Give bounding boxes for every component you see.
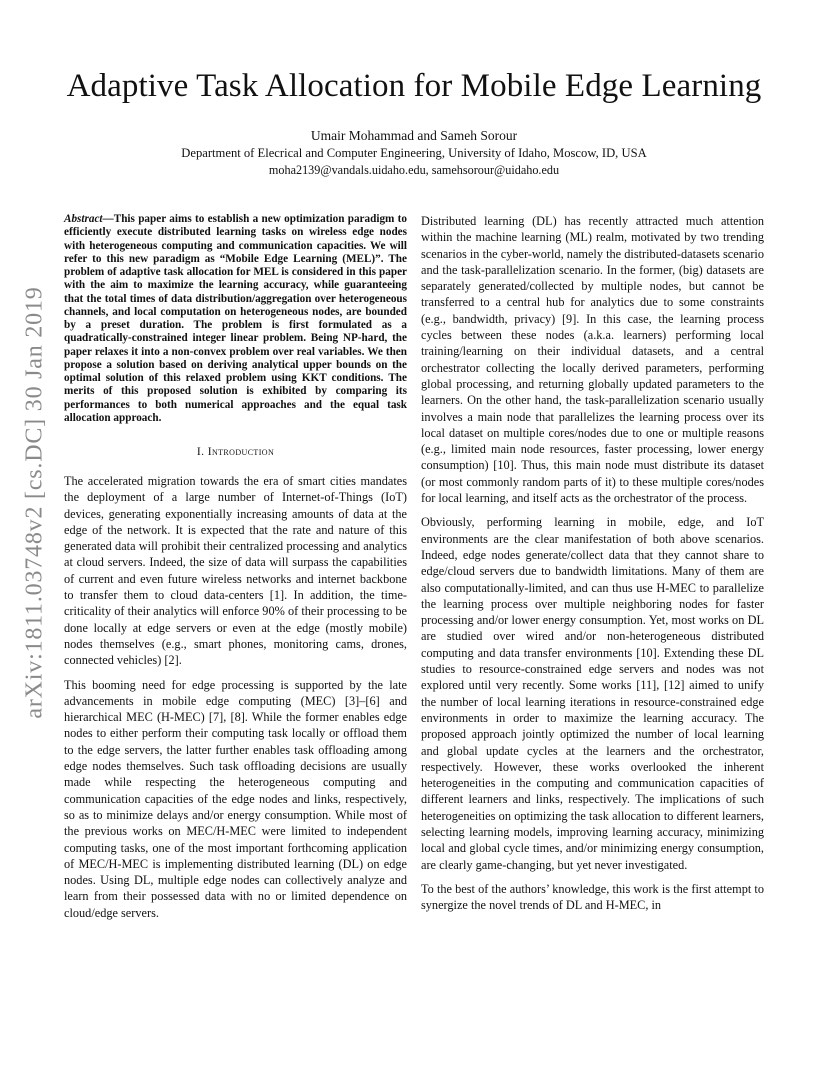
body-paragraph: Distributed learning (DL) has recently attracted much attention within the machine learning (ML) realm, motivated by two trending scenarios in the cyber-world, namely the distributed-datasets scenario and the task-parallelization scenario. In the former, (big) datasets are separately generated/collected by multiple nodes, but cannot be transferred to a central hub for analytics due to some constraints (e.g., bandwidth, privacy) [9]. In this case, the learning process cycles between these nodes (a.k.a. learners) performing local training/learning on their individual datasets, and a central orchestrator collecting the locally derived parameters, performing global processing, and returning globally updated parameters to the learners. On the other hand, the task-parallelization scenario usually involves a main node that parallelizes the learning process over its local dataset on multiple cores/nodes due to one or multiple reasons (e.g., limited main node resources, faster processing, lower energy consumption) [10]. Thus, this main node must distribute its dataset (or most commonly random parts of it) to these multiple cores/nodes for local learning, and itself acts as the orchestrator of the process. [421, 214, 764, 506]
paper-authors: Umair Mohammad and Sameh Sorour [310, 128, 518, 143]
body-paragraph: The accelerated migration towards the era of smart cities mandates the deployment of a large number of Internet-of-Things (IoT) devices, generating exponentially increasing amounts of data at the edge of the network. It is expected that the rate and nature of this generated data will prohibit their centralized processing and analytics at cloud servers. Indeed, the size of data will surpass the capabilities of current and even future wireless networks and internet backbone to transfer them to cloud data-centers [1]. In addition, the time-criticality of their analytics will enforce 90% of their processing to be done locally at edge servers or even at the edge (mostly mobile) nodes themselves (e.g., smart phones, monitoring cams, drones, connected vehicles) [2]. [64, 474, 407, 668]
body-paragraph: To the best of the authors’ knowledge, this work is the first attempt to synergize the novel trends of DL and H-MEC, in [421, 881, 764, 913]
right-column [421, 213, 764, 921]
author-emails: moha2139@vandals.uidaho.edu, samehsorour@uidaho.edu [268, 163, 560, 177]
section-number: I. [196, 445, 208, 458]
abstract-label: Abstract [64, 213, 103, 225]
section-heading-introduction [64, 445, 407, 458]
arxiv-stamp-text: arXiv:1811.03748v2 [cs.DC] 30 Jan 2019 [21, 285, 48, 719]
abstract [64, 213, 407, 425]
paper-title: Adaptive Task Allocation for Mobile Edge Learning [66, 68, 762, 104]
section-title: Introduction [207, 445, 275, 458]
arxiv-identifier-stamp [12, 262, 58, 742]
body-paragraph: This booming need for edge processing is supported by the late advancements in mobile edge computing (MEC) [3]–[6] and hierarchical MEC (H-MEC) [7], [8]. While the former enables edge nodes to either perform their computing task locally or offload them to the edge servers, the latter further enables task offloading among edge nodes themselves. Such task offloading decisions are usually made while respecting the heterogeneous computing and communication capacities of the edge nodes and links, respectively, so as to minimize delays and/or energy consumption. While most of the previous works on MEC/H-MEC were limited to independent computing tasks, one of the most important forthcoming application of MEC/H-MEC is implementing distributed learning (DL) on edge nodes. Using DL, multiple edge nodes can collectively analyze and learn from their possessed data with no or limited dependence on cloud/edge servers. [64, 677, 407, 920]
author-affiliation: Department of Elecrical and Computer Engineering, University of Idaho, Moscow, ID, USA [181, 146, 647, 160]
left-column [64, 213, 407, 929]
body-paragraph: Obviously, performing learning in mobile, edge, and IoT environments are the clear manifestation of both above scenarios. Indeed, edge nodes generate/collect data that they cannot share to edge/cloud servers due to bandwidth limitations. Many of them are also computationally-limited, and can thus use H-MEC to parallelize the learning process over multiple neighboring nodes for faster processing and/or lower energy consumption. Yet, most works on DL are studied over wired and/or non-heterogeneous distributed computing and data transfer environments [10]. Extending these DL studies to resource-constrained edge servers and nodes was not explored until very recently. Some works [11], [12] aimed to unify the number of local learning iterations in resource-constrained edge environments in order to maximize the learning accuracy. The proposed approach jointly optimized the number of local learning and global update cycles at the learners and the orchestrator, respectively. However, these works overlooked the inherent heterogeneities in the computing and communication capacities of different learners and links, respectively. The implications of such heterogeneities on optimizing the task allocation to different learners, selecting learning models, improving learning accuracy, minimizing local and global cycle times, and/or minimizing energy consumption, are clearly game-changing, but yet never investigated. [421, 515, 764, 872]
abstract-text: —This paper aims to establish a new optimization paradigm to efficiently execute distributed learning tasks on wireless edge nodes with heterogeneous computing and communication capacities. We will refer to this new paradigm as “Mobile Edge Learning (MEL)”. The problem of adaptive task allocation for MEL is considered in this paper with the aim to maximize the learning accuracy, while guaranteeing that the total times of data distribution/aggregation over heterogeneous channels, and local computation on heterogeneous nodes, are bounded by a preset duration. The problem is first formulated as a quadratically-constrained integer linear problem. Being NP-hard, the paper relaxes it into a non-convex problem over real variables. We then propose a solution based on deriving analytical upper bounds on the optimal solution of this relaxed problem using KKT conditions. The merits of this proposed solution is exhibited by comparing its performances to both numerical approaches and the equal task allocation approach. [64, 213, 407, 424]
